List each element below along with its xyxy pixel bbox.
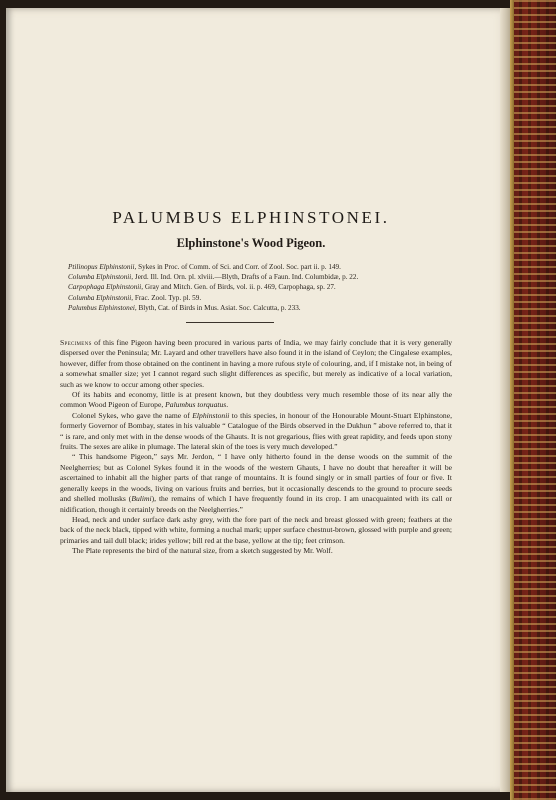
page-subtitle: Elphinstone's Wood Pigeon.	[176, 236, 326, 250]
paragraph-jerdon	[60, 452, 452, 514]
species-name: Palumbus torquatus	[165, 400, 227, 410]
synonym-reference: Sykes in Proc. of Comm. of Sci. and Corr. of Zool. Soc. part ii. p. 149.	[136, 263, 341, 271]
synonym-name: Palumbus Elphinstonei,	[68, 303, 137, 312]
synonym-entry	[68, 272, 488, 282]
synonym-entry	[68, 303, 488, 313]
article-body	[60, 338, 452, 557]
paragraph-text: “ This handsome Pigeon,” says Mr. Jerdon, “ I have only hitherto found in the dense woods on the summit of the Neelgherries; but as Colonel Sykes found it in the woods of the western Ghauts, I have no doubt that hereafter it will be ascertained to inhabit all the higher parts of that range of mountains. It is found singly or in small parties of four or five. It generally keeps in the woods, living on various fruits and berries, but it occasionally descends to the ground to procure seeds and shelled mollusks (	[60, 452, 452, 504]
synonym-entry	[68, 262, 488, 272]
genus-name: Bulimi	[131, 494, 152, 504]
paragraph-text: ), the remains of which I have frequently found in its crop. I am unacquainted with its call or nidification, though it certainly breeds on the Neelgherries.”	[60, 494, 452, 514]
paragraph-text: of this fine Pigeon having been procured in various parts of India, we may fairly conclude that it is very generally dispersed over the Peninsula; Mr. Layard and other travellers have also found it in the island of Ceylon; the Cingalese examples, however, differ from those obtained on the continent in having a more rufous style of colouring, and, if I mistake not, in being of a somewhat smaller size; yet I cannot regard such slight differences as specific, but merely as indicative of a local variation, such as we know to occur among other species.	[60, 338, 452, 389]
marbled-binding	[510, 0, 556, 800]
paragraph-sykes	[60, 411, 452, 453]
synonym-name: Ptilinopus Elphinstonii,	[68, 263, 137, 271]
synonym-entry	[68, 282, 488, 292]
paragraph-text: .	[226, 400, 229, 410]
synonym-entry	[68, 293, 488, 303]
paragraph-text: Of its habits and economy, little is at present known, but they doubtless very much resemble those of its near ally the common Wood Pigeon of Europe,	[60, 390, 452, 410]
page-edge	[500, 8, 510, 792]
section-divider	[186, 322, 274, 323]
paragraph-habits	[60, 390, 452, 411]
synonym-name: Carpophaga Elphinstonii,	[68, 283, 144, 292]
paragraph-description: Head, neck and under surface dark ashy grey, with the fore part of the neck and breast glossed with green; feathers at the back of the neck black, tipped with white, forming a nuchal mark; upper surface chestnut-brown, glossed with purple and green; primaries and tail dull black; irides yellow; bill red at the base, yellow at the tip; feet crimson.	[60, 514, 452, 545]
paragraph-text: Colonel Sykes, who gave the name of	[72, 410, 193, 420]
page-title: PALUMBUS ELPHINSTONEI.	[112, 208, 390, 227]
paragraph-plate-note: The Plate represents the bird of the natural size, from a sketch suggested by Mr. Wolf.	[72, 546, 333, 556]
synonym-reference: Gray and Mitch. Gen. of Birds, vol. ii. p. 469, Carpophaga, sp. 27.	[143, 283, 336, 292]
paragraph-text: to this species, in honour of the Honourable Mount-Stuart Elphinstone, formerly Governor of Bombay, states in his valuable “ Catalogue of the Birds observed in the Dukhun ” above referred to, that it “ is rare, and only met with in the dense woods of the Ghauts. It is not gregarious, flies with great rapidity, and feeds upon stony fruits. The sexes are alike in plumage. The lateral skin of the toes is very much developed.”	[60, 410, 452, 452]
synonym-reference: Blyth, Cat. of Birds in Mus. Asiat. Soc. Calcutta, p. 233.	[136, 303, 301, 312]
synonymy-list	[68, 262, 488, 313]
paragraph-specimens	[60, 338, 452, 390]
synonym-reference: Frас. Zool. Typ. pl. 59.	[133, 293, 202, 302]
binding-gilt-trim	[510, 0, 514, 800]
synonym-reference: Jerd. Ill. Ind. Orn. pl. xlviii.—Blyth, Drafts of a Faun. Ind. Columbidæ, p. 22.	[133, 273, 359, 282]
lead-word: Specimens	[60, 338, 92, 347]
synonym-name: Columba Elphinstonii,	[68, 293, 134, 302]
species-name: Elphinstonii	[192, 410, 230, 420]
synonym-name: Columba Elphinstonii,	[68, 273, 134, 282]
